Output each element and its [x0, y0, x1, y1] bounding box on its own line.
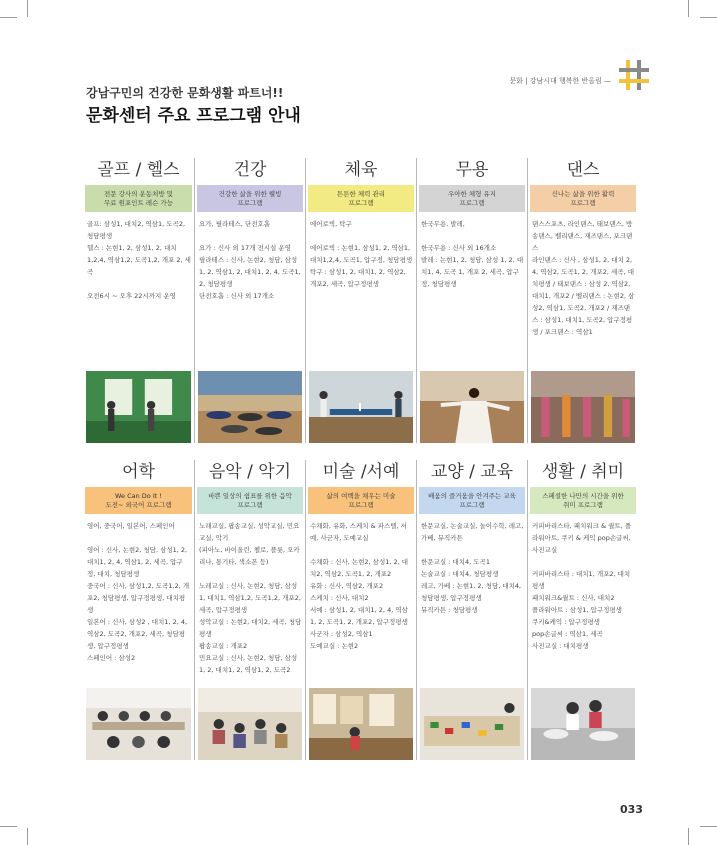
crop-mark [700, 826, 717, 827]
program-title: 음악 / 악기 [208, 462, 292, 482]
program-column-sports [305, 158, 416, 443]
program-title: 미술 /서예 [322, 462, 400, 482]
program-title: 댄스 [566, 160, 600, 180]
program-title: 골프 / 헬스 [97, 160, 180, 180]
program-title: 무용 [455, 160, 489, 180]
program-title: 생활 / 취미 [541, 462, 625, 482]
yoga-photo [198, 371, 302, 443]
crop-mark [700, 17, 717, 18]
program-column-health [194, 158, 305, 443]
program-column-golf [83, 158, 194, 443]
program-tagline: 배움의 즐거움을 안겨주는 교육 프로그램 [419, 487, 525, 514]
program-details: 골프: 삼성1, 대치2, 역삼1, 도곡2, 청담평생 헬스 : 논현1, 2, 삼성1, 2, 대치 1,2,4, 역삼1,2, 도곡1,2, 개포 2, 세곡 오전6시 ~ 오후 22시까지 운영 [87, 220, 191, 300]
program-details: 에어로빅, 탁구 에어로빅 : 논현1, 삼성1, 2, 역삼1, 대치1,2,4, 도곡1, 압구정, 청담평생 탁구 : 삼성1, 2, 대치1, 2, 역삼2, 개포2, 세곡, 압구정평생 [310, 220, 413, 288]
program-title: 건강 [233, 160, 267, 180]
program-tagline: 신나는 삶을 위한 활력 프로그램 [530, 185, 636, 212]
lego-class-photo [420, 688, 524, 760]
program-column-education [416, 460, 527, 760]
program-column-dance-korean [416, 158, 527, 443]
program-tagline: 삶의 여백을 채우는 미술 프로그램 [308, 487, 414, 514]
program-tagline: We Can Do It ! 도전~ 외국어 프로그램 [85, 487, 192, 514]
program-tagline: 전문 강사의 운동처방 및 무료 원포인트 레슨 가능 [85, 185, 192, 212]
crop-mark [688, 828, 689, 845]
crop-mark [27, 828, 28, 845]
program-row-bottom [83, 460, 638, 760]
program-title: 어학 [122, 462, 155, 482]
crop-mark [27, 0, 28, 17]
program-row-top [83, 158, 638, 443]
program-details: 수채화, 유화, 스케치 & 파스텔, 서예, 사군자, 도예교실 수채화 : 신사, 논현2, 삼성1, 2, 대치2, 역삼2, 도곡1, 2, 개포2 유화 : 신사, 역삼2, 개포2 스케치 : 신사, 대치2 서예 : 삼성1, 2, 대치1, 2, 4, 역삼 1, 2, 도곡1, 2, 개포2, 압구정평생 사군자 : 삼성2, 역삼1 도예교실 : 논현2 [310, 522, 409, 650]
program-column-music [194, 460, 305, 760]
program-tagline: 바쁜 일상의 쉼표를 위한 음악 프로그램 [197, 487, 303, 514]
page-number: 033 [620, 803, 643, 816]
art-class-photo [309, 688, 413, 760]
belly-dance-photo [531, 371, 635, 443]
language-class-photo [86, 688, 191, 760]
cooking-class-photo [531, 688, 635, 760]
program-tagline: 튼튼한 체력 관리 프로그램 [308, 185, 414, 212]
program-column-art [305, 460, 416, 760]
program-details: 댄스스포츠, 라인댄스, 태보댄스, 방송댄스, 벨리댄스, 재즈댄스, 포크댄스 라인댄스 : 신사 , 삼성1, 2, 대치 2, 4, 역삼2, 도곡1, 2, 개포2, 세곡, 대치평생 / 태보댄스 : 삼성 2, 역삼2, 대치1, 개포2 / 벨리댄스 : 논현2, 삼성2, 역삼1, 도곡2, 개포2 / 재즈댄스 : 삼성1, 대치1, 도곡2, 압구정평생 / 포크댄스 : 역삼1 [532, 220, 635, 336]
tabletennis-photo [309, 371, 413, 443]
program-title: 교양 / 교육 [430, 462, 514, 482]
program-title: 체육 [344, 160, 378, 180]
program-details: 한문교실, 논술교실, 놀이수학, 레고, 가베, 뮤직카튼 한문교실 : 대치4, 도곡1 논술교실 : 대치4, 청담평생 레고, 가베 : 논현1, 2, 청담, 대치4, 청담평생, 압구정평생 뮤직카튼 : 청담평생 [421, 522, 524, 614]
section-tag: 문화 | 강남시대 행복한 반올림 — [509, 77, 611, 85]
page-subtitle: 강남구민의 건강한 문화생활 파트너!! [86, 86, 284, 100]
program-tagline: 스페셜한 나만의 시간을 위한 취미 프로그램 [530, 487, 636, 514]
hash-deco-icon [617, 58, 651, 92]
program-details: 노래교실, 팝송교실, 성악교실, 민요교실, 악기 (피아노, 바이올린, 첼로, 플룻, 오카리나, 통기타, 색소폰 등) 노래교실 : 신사, 논현2, 청담, 삼성1, 대치1, 역삼1,2, 도곡1,2, 개포2, 세곡, 압구정평생 성악교실 : 논현2, 대치2, 세곡, 청담평생 팝송교실 : 개포2 민요교실 : 신사, 논현2, 청담, 삼성1, 2, 대치1, 2, 역삼1, 2, 도곡2 [199, 522, 302, 674]
crop-mark [0, 826, 17, 827]
program-column-hobby [527, 460, 638, 760]
program-details: 커피바리스타, 패치워크 & 퀼트, 플라워아트, 쿠키 & 케익 pop손글씨, 사진교실 커피바리스타 : 대치1, 개포2, 대치평생 패치워크&퀼트 : 신사, 대치2 플라워아트 : 삼성1, 압구정평생 쿠키&케익 : 압구정평생 pop손글씨 : 역삼1, 세곡 사진교실 : 대치평생 [532, 522, 632, 650]
page-title: 문화센터 주요 프로그램 안내 [86, 106, 301, 126]
program-column-language [83, 460, 194, 760]
crop-mark [0, 17, 17, 18]
program-column-dance [527, 158, 638, 443]
golf-photo [86, 371, 191, 443]
program-tagline: 건강한 삶을 위한 웰빙 프로그램 [197, 185, 303, 212]
crop-mark [688, 0, 689, 17]
program-tagline: 우아한 체형 유지 프로그램 [419, 185, 525, 212]
program-details: 한국무용, 발레, 한국무용 : 신사 외 16개소 발레 : 논현1, 2, 청담, 삼성 1, 2, 대치1, 4, 도곡 1, 개포 2, 세곡, 압구정, 청담평생 [421, 220, 524, 288]
program-details: 영어, 중국어, 일본어, 스페인어 영어 : 신사, 논현2, 청담, 삼성1, 2, 대치1, 2, 4, 역삼1, 2, 세곡, 압구정, 대치, 청담평생 중국어 : 신사, 삼성1,2, 도곡1,2, 개포2, 청담평생, 압구정평생, 대치평생 일본어 : 신사, 삼성2 , 대치1, 2, 4, 역삼2, 도곡2, 개포2, 세곡, 청담평생, 압구정평생 스페인어 : 삼성2 [87, 522, 190, 662]
program-details: 요가, 필라테스, 단전호흡 요가 : 신사 외 17개 전시설 운영 필라테스 : 신사, 논현2, 청담, 삼성1, 2, 역삼1, 2, 대치1, 2, 4, 도곡1, 2, 청담평생 단전호흡 : 신사 외 17개소 [199, 220, 301, 300]
music-class-photo [198, 688, 302, 760]
korean-dance-photo [420, 371, 524, 443]
